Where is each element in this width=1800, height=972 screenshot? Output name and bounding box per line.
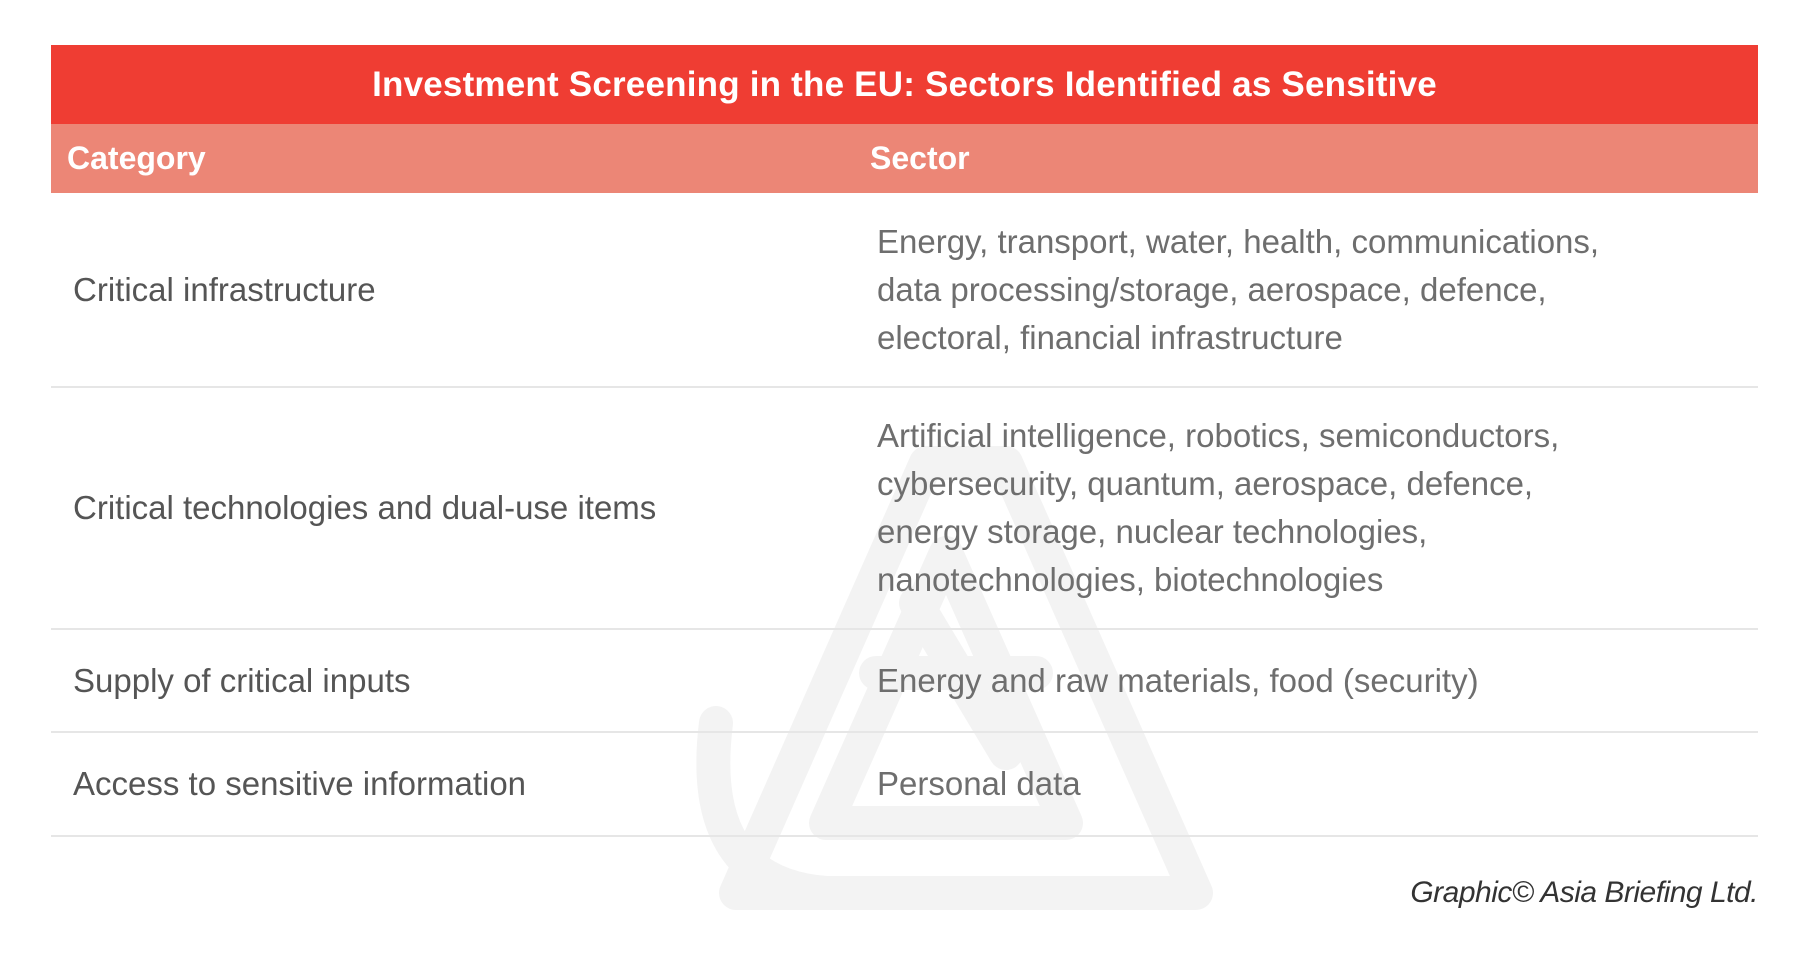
category-cell: Critical infrastructure	[73, 270, 376, 308]
table-row	[51, 630, 1758, 733]
category-cell: Supply of critical inputs	[73, 661, 411, 699]
sector-cell	[854, 657, 1758, 705]
sector-cell	[854, 760, 1758, 808]
category-cell: Access to sensitive information	[73, 765, 527, 802]
graphic-credit: Graphic© Asia Briefing Ltd.	[1410, 876, 1758, 909]
table-row	[51, 193, 1758, 388]
sector-line: Personal data	[877, 765, 1081, 802]
sector-line: data processing/storage, aerospace, defence,	[877, 270, 1547, 308]
category-cell: Critical technologies and dual-use items	[73, 489, 657, 526]
table-row	[51, 733, 1758, 837]
sector-cell	[854, 218, 1758, 362]
sector-line: Energy, transport, water, health, communications,	[877, 222, 1600, 260]
sector-line: Energy and raw materials, food (security)	[877, 661, 1479, 699]
table-title: Investment Screening in the EU: Sectors Identified as Sensitive	[51, 45, 1758, 124]
sector-line: nanotechnologies, biotechnologies	[877, 561, 1384, 598]
sector-line: energy storage, nuclear technologies,	[877, 513, 1428, 550]
sector-line: Artificial intelligence, robotics, semiconductors,	[877, 417, 1560, 454]
table-body	[51, 193, 1758, 837]
table-row	[51, 388, 1758, 630]
column-header-sector: Sector	[870, 140, 970, 176]
sensitive-sectors-table	[51, 45, 1758, 837]
sector-line: cybersecurity, quantum, aerospace, defence,	[877, 465, 1534, 502]
sector-cell	[854, 412, 1758, 604]
table-header-row	[51, 124, 1758, 193]
sector-line: electoral, financial infrastructure	[877, 318, 1343, 356]
column-header-category: Category	[67, 140, 206, 176]
